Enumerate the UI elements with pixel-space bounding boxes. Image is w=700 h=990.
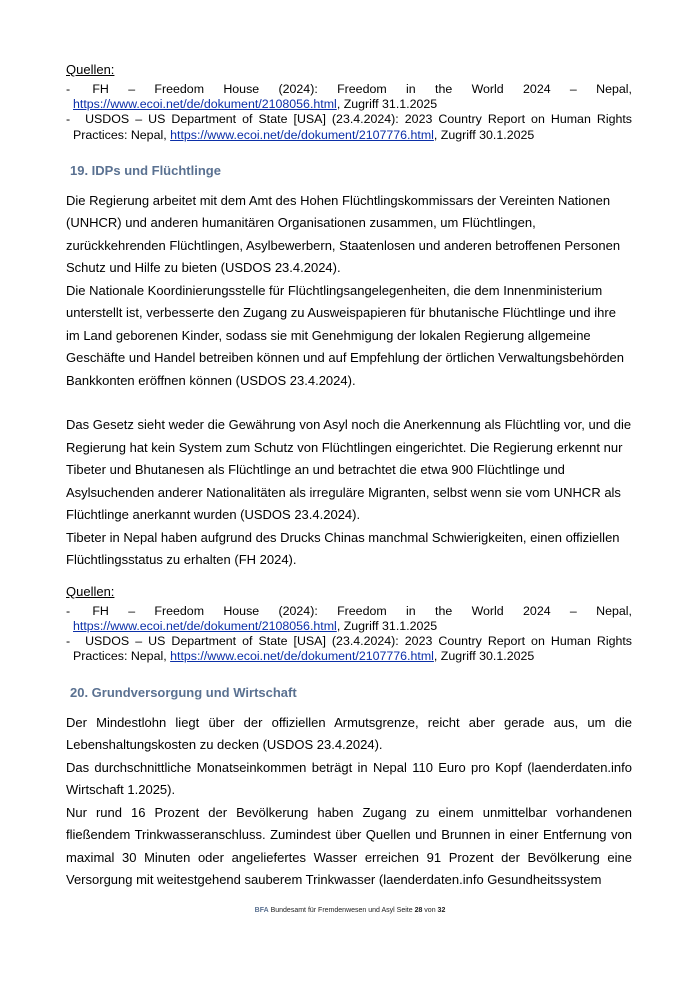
footer-brand: BFA (254, 907, 269, 914)
section-20-heading: 20. Grundversorgung und Wirtschaft (70, 684, 297, 700)
section-20-paragraph-3: Nur rund 16 Prozent der Bevölkerung haben Zugang zu einem unmittelbar vorhandenen fließendem Trinkwasseranschluss. Zumindest über Quellen und Brunnen in einer Entfernung von maximal 30 Minuten oder angeliefertes Wasser erreichen 91 Prozent der Bevölkerung eine Versorgung mit weitestgehend sauberem Trinkwasser (laenderdaten.info Gesundheitssystem (66, 804, 632, 888)
source-link[interactable]: https://www.ecoi.net/de/dokument/2107776.html (170, 127, 434, 142)
page-content (66, 62, 632, 892)
footer-page-total: 32 (437, 907, 446, 914)
source-item: - USDOS – US Department of State [USA] (23.4.2024): 2023 Country Report on Human Rights Practices: Nepal, https://www.ecoi.net/de/dokument/2107776.html, Zugriff 30.1.2025 (66, 634, 632, 664)
sources-heading-top: Quellen: (66, 62, 115, 77)
section-19-paragraph-1: Die Regierung arbeitet mit dem Amt des Hohen Flüchtlingskommissars der Vereinten Nationen (UNHCR) und anderen humanitären Organisationen zusammen, um Flüchtlingen, zurückkehrenden Flüchtlingen, Asylbewerbern, Staatenlosen und anderen betroffenen Personen Schutz und Hilfe zu bieten (USDOS 23.4.2024). (66, 192, 621, 276)
source-link[interactable]: https://www.ecoi.net/de/dokument/2108056.html (73, 619, 337, 634)
page-footer: BFA Bundesamt für Fremdenwesen und Asyl Seite 28 von 32 (254, 907, 446, 914)
section-19-heading: 19. IDPs und Flüchtlinge (70, 162, 221, 178)
section-20-paragraph-2: Das durchschnittliche Monatseinkommen beträgt in Nepal 110 Euro pro Kopf (laenderdaten.info Wirtschaft 1.2025). (66, 759, 632, 798)
source-item: - FH – Freedom House (2024): Freedom in the World 2024 – Nepal, https://www.ecoi.net/de/dokument/2108056.html, Zugriff 31.1.2025 (66, 82, 632, 112)
source-item: - USDOS – US Department of State [USA] (23.4.2024): 2023 Country Report on Human Rights Practices: Nepal, https://www.ecoi.net/de/dokument/2107776.html, Zugriff 30.1.2025 (66, 112, 632, 142)
section-20-paragraph-1: Der Mindestlohn liegt über der offiziellen Armutsgrenze, reicht aber gerade aus, um die Lebenshaltungskosten zu decken (USDOS 23.4.2024). (66, 714, 632, 753)
section-19-paragraph-4: Tibeter in Nepal haben aufgrund des Drucks Chinas manchmal Schwierigkeiten, einen offiziellen Flüchtlingsstatus zu erhalten (FH 2024). (66, 529, 620, 568)
source-item: - FH – Freedom House (2024): Freedom in the World 2024 – Nepal, https://www.ecoi.net/de/dokument/2108056.html, Zugriff 31.1.2025 (66, 603, 632, 634)
section-19-paragraph-2: Die Nationale Koordinierungsstelle für Flüchtlingsangelegenheiten, die dem Innenministerium unterstellt ist, verbesserte den Zugang zu Ausweispapieren für bhutanische Flüchtlinge und ihre im Land geborenen Kinder, sodass sie mit Genehmigung der lokalen Regierung allgemeine Geschäfte und Handel betreiben können und auf Empfehlung der örtlichen Verwaltungsbehörden Bankkonten eröffnen können (USDOS 23.4.2024). (66, 282, 624, 388)
footer-page-number: 28 (414, 907, 423, 914)
source-link[interactable]: https://www.ecoi.net/de/dokument/2108056.html (73, 97, 337, 112)
source-link[interactable]: https://www.ecoi.net/de/dokument/2107776.html (170, 649, 434, 664)
section-19-paragraph-3: Das Gesetz sieht weder die Gewährung von Asyl noch die Anerkennung als Flüchtling vor, und die Regierung hat kein System zum Schutz von Flüchtlingen eingerichtet. Die Regierung erkennt nur Tibeter und Bhutanesen als Flüchtlinge an und betrachtet die etwa 900 Flüchtlinge und Asylsuchenden anderer Nationalitäten als irreguläre Migranten, selbst wenn sie vom UNHCR als Flüchtlinge anerkannt wurden (USDOS 23.4.2024). (66, 417, 632, 523)
sources-heading-19: Quellen: (66, 583, 115, 599)
